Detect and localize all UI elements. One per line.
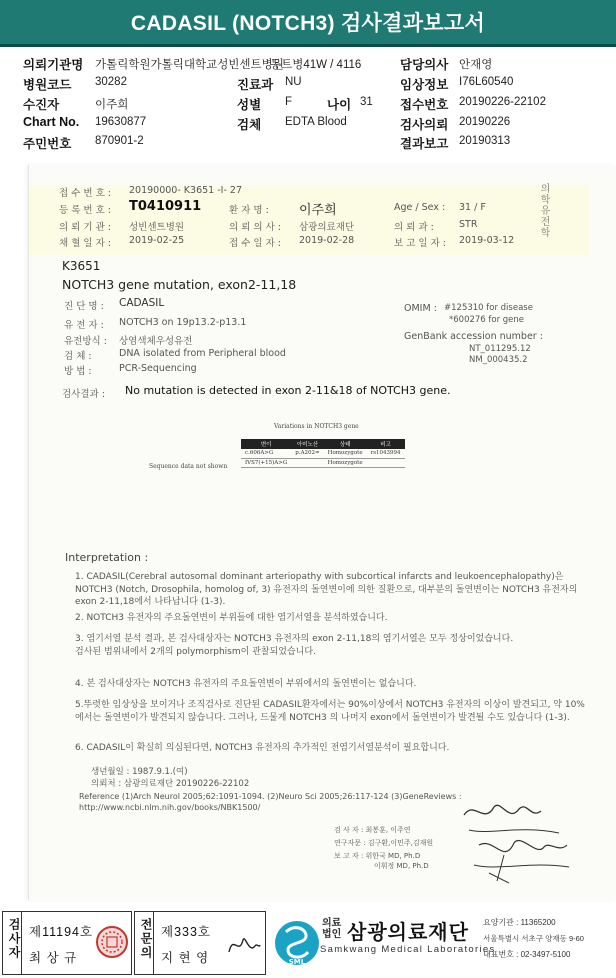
org-en-name: Samkwang Medical Laboratories	[320, 944, 496, 955]
request-label: 검사의뢰	[400, 118, 449, 132]
sex-label: 성별	[237, 98, 262, 112]
request-value: 20190226	[459, 116, 511, 128]
scan-agesex-value: 31 / F	[459, 202, 486, 213]
test-name: NOTCH3 gene mutation, exon2-11,18	[62, 277, 297, 292]
scan-agesex-label: Age / Sex :	[394, 202, 446, 213]
sml-logo-icon	[272, 918, 322, 968]
org-prefix: 의료법인	[322, 918, 342, 940]
divider	[153, 912, 154, 974]
receipt-label: 접수번호	[400, 98, 449, 112]
scan-patient-value: 이주희	[299, 203, 337, 218]
interp-item-5: 5.뚜렷한 임상상을 보이거나 조직검사로 진단된 CADASIL환자에서는 90%이상에서 NOTCH3 유전자의 이상이 발견되고, 약 10%에서는 돌연변이가 발견되지 않습니다. 그러나, 드물게 NOTCH3 의 나머지 exon에서 돌연변이가 발견될 수도 있습니다 (1-3).	[75, 700, 585, 723]
method-label: 방 법 :	[64, 366, 92, 377]
signature-2	[479, 841, 567, 852]
examiner-seal-icon	[95, 925, 129, 959]
signatures	[449, 795, 579, 885]
reporter-2: 이휘정 MD, Ph.D	[374, 862, 429, 870]
side-title: 의학유전학	[538, 183, 549, 238]
scan-report-value: 2019-03-12	[459, 235, 515, 246]
table-cell: p.A202=	[291, 449, 323, 458]
report-title: CADASIL (NOTCH3) 검사결과보고서	[130, 12, 486, 35]
scan-dept-value: STR	[459, 219, 478, 230]
chart-label: Chart No.	[23, 115, 80, 129]
scan-patient-label: 환 자 명 :	[229, 205, 269, 216]
scan-inst-value: 성빈센트병원	[129, 222, 185, 233]
interp-title: Interpretation :	[65, 551, 149, 564]
clinical-value: I76L60540	[459, 76, 514, 88]
table-cell: rs1043994	[367, 449, 405, 458]
scan-dept-label: 의 뢰 과 :	[394, 222, 434, 233]
request-no: 의뢰처 : 삼광의료재단 20190226-22102	[91, 779, 250, 789]
table-header: 아미노산	[291, 439, 323, 449]
report-value: 20190313	[459, 135, 511, 147]
interp-item-2: 2. NOTCH3 유전자의 주요돌연변이 부위들에 대한 염기서열을 분석하였습니다.	[75, 613, 388, 623]
id-value: 870901-2	[95, 135, 144, 147]
scanned-report	[28, 165, 616, 900]
interp-item-4: 4. 본 검사대상자는 NOTCH3 유전자의 주요돌연변이 부위에서의 돌연변이는 없습니다.	[75, 679, 417, 689]
scan-reg-label: 등 록 번 호 :	[59, 205, 111, 216]
doctor-value: 안재영	[459, 59, 493, 71]
sample-label: 검 체 :	[64, 351, 92, 362]
id-label: 주민번호	[23, 137, 72, 151]
gene-label: 유 전 자 :	[64, 320, 104, 331]
table-header: 변이	[241, 439, 291, 449]
specialist-license: 제333호	[161, 925, 212, 939]
table-header-row	[241, 439, 405, 449]
hospital-code-value: 30282	[95, 76, 127, 88]
report-label: 결과보고	[400, 137, 449, 151]
omim-label: OMIM :	[404, 303, 437, 314]
dept-label: 진료과	[237, 78, 274, 92]
table-row	[241, 458, 405, 467]
table-row	[241, 449, 405, 458]
table-cell: Homozygote	[324, 458, 367, 467]
patient-value: 이주희	[95, 99, 129, 111]
interp-item-6: 6. CADASIL이 확실히 의심된다면, NOTCH3 유전자의 추가적인 전염기서열분석이 필요합니다.	[75, 743, 450, 753]
examiner-vert-label: 검사자	[7, 918, 21, 960]
signature-1	[464, 805, 541, 815]
dx-value: CADASIL	[119, 297, 165, 309]
signature-2-underline	[474, 865, 569, 867]
examiner-license: 제11194호	[29, 925, 94, 939]
institution-label: 의뢰기관명	[23, 58, 84, 72]
interp-item-1: 1. CADASIL(Cerebral autosomal dominant arteriopathy with subcortical infarcts and leukoencephalopathy)은 NOTCH3 (Notch, Drosophila, homolog of, 3) 유전자의 돌연변이에 의한 질환으로, 대부분의 돌연변이는 NOTCH3 유전자의 exon 2-11,18에서 나타납니다 (1-3).	[75, 572, 578, 607]
variations-table	[241, 439, 405, 468]
researcher: 연구자문 : 김구환,이민주,김재원	[334, 839, 434, 847]
table-cell: Homozygote	[324, 449, 367, 458]
dept-value: NU	[285, 76, 302, 88]
signature-stroke	[489, 855, 509, 883]
chart-value: 19630877	[95, 116, 147, 128]
scan-reg-value: T0410911	[129, 199, 202, 214]
clinical-label: 임상정보	[400, 78, 449, 92]
institution-value: 가톨릭학원가톨릭대학교성빈센트병원	[95, 59, 284, 71]
interp-item-3: 3. 염기서열 분석 결과, 본 검사대상자는 NOTCH3 유전자의 exon 2-11,18의 염기서열은 모두 정상이었습니다. 검사된 범위내에서 2개의 polymorphism이 관찰되었습니다.	[75, 634, 514, 657]
scan-receipt-value: 20190000- K3651 -I- 27	[129, 185, 242, 196]
genbank-nt: NT_011295.12	[469, 344, 531, 354]
gene-value: NOTCH3 on 19p13.2-p13.1	[119, 317, 247, 328]
seq-note: Sequence data not shown	[149, 463, 228, 470]
specialist-stamp-box	[134, 911, 266, 975]
specialist-signature	[225, 930, 261, 960]
patient-info	[0, 52, 616, 152]
examiner: 검 사 자 : 최봉훈, 이주연	[334, 826, 411, 834]
table-cell: c.606A>G	[241, 449, 291, 458]
footer	[0, 907, 616, 978]
doctor-label: 담당의사	[400, 58, 449, 72]
variations-title: Variations in NOTCH3 gene	[274, 423, 359, 430]
method-value: PCR-Sequencing	[119, 363, 197, 374]
report-banner	[0, 0, 616, 47]
birth-date: 생년월일 : 1987.9.1.(여)	[91, 767, 188, 777]
org-phone: 대표번호 : 02-3497-5100	[483, 950, 571, 959]
genbank-nm: NM_000435.2	[469, 355, 528, 365]
receipt-value: 20190226-22102	[459, 96, 546, 108]
specimen-value: EDTA Blood	[285, 116, 347, 128]
sample-value: DNA isolated from Peripheral blood	[119, 348, 286, 359]
examiner-name: 최 상 규	[29, 951, 78, 965]
result-value: No mutation is detected in exon 2-11&18 of NOTCH3 gene.	[125, 384, 451, 397]
scan-collect-value: 2019-02-25	[129, 235, 185, 246]
specimen-label: 검체	[237, 118, 262, 132]
org-name: 삼광의료재단	[347, 922, 469, 944]
table-cell: IVS7(+15)A>G	[241, 458, 291, 467]
table-cell	[291, 458, 323, 467]
scan-collect-label: 채 혈 일 자 :	[59, 238, 111, 249]
scan-report-label: 보 고 일 자 :	[394, 238, 446, 249]
inherit-value: 상염색체우성유전	[119, 336, 193, 347]
test-code: K3651	[62, 259, 101, 273]
dx-label: 진 단 명 :	[64, 301, 104, 312]
specialist-name: 지 현 영	[161, 951, 210, 965]
signature-1-underline	[469, 830, 559, 833]
org-code: 요양기관 : 11365200	[483, 918, 556, 927]
hospital-code-label: 병원코드	[23, 78, 72, 92]
patient-label: 수진자	[23, 98, 60, 112]
inherit-label: 유전방식 :	[64, 336, 107, 347]
table-cell	[367, 458, 405, 467]
table-header: 비고	[367, 439, 405, 449]
genbank-label: GenBank accession number :	[404, 331, 543, 342]
table-header: 상태	[324, 439, 367, 449]
examiner-stamp-box	[2, 911, 132, 975]
scan-doc-label: 의 뢰 의 사 :	[229, 222, 281, 233]
omim-disease: #125310 for disease	[444, 303, 533, 313]
reporter: 보 고 자 : 위한국 MD, Ph.D	[334, 852, 421, 860]
age-value: 31	[360, 96, 373, 108]
ward-value: 동트병41W / 4116	[270, 59, 362, 71]
sml-text: SML	[288, 958, 306, 966]
scan-doc-value: 삼광의료재단	[299, 222, 355, 233]
result-label: 검사결과 :	[62, 389, 105, 400]
scan-recv-label: 접 수 일 자 :	[229, 238, 281, 249]
scan-receipt-label: 접 수 번 호 :	[59, 188, 111, 199]
divider	[21, 912, 22, 974]
scan-recv-value: 2019-02-28	[299, 235, 355, 246]
age-label: 나이	[327, 98, 352, 112]
omim-gene: *600276 for gene	[449, 315, 525, 325]
org-address: 서울특별시 서초구 양재동 9-60	[483, 934, 584, 943]
scan-inst-label: 의 뢰 기 관 :	[59, 222, 111, 233]
sex-value: F	[285, 96, 293, 108]
specialist-vert-label: 전문의	[139, 918, 153, 960]
references: Reference (1)Arch Neurol 2005;62:1091-1094. (2)Neuro Sci 2005;26:117-124 (3)GeneReviews : http://www.ncbi.nlm.nih.gov/books/NBK1500/	[79, 792, 462, 812]
